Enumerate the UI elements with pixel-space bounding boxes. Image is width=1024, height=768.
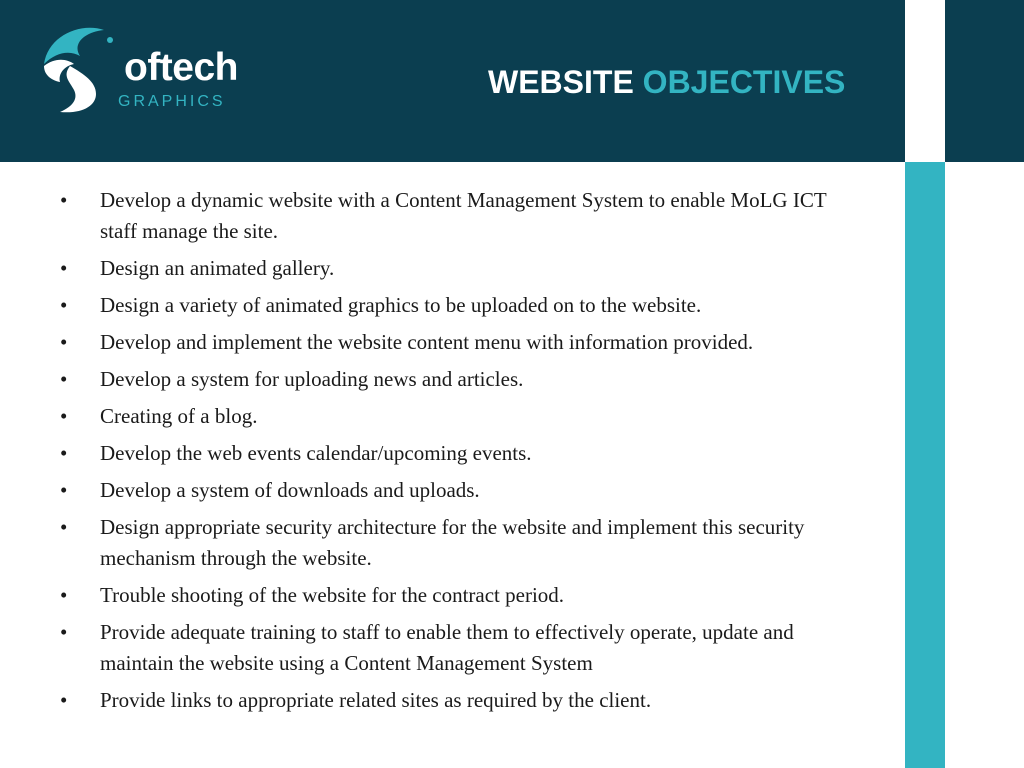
bullet: • bbox=[60, 188, 68, 212]
bullet: • bbox=[60, 404, 68, 428]
list-item bbox=[60, 185, 860, 247]
list-item-text: Trouble shooting of the website for the contract period. bbox=[100, 583, 565, 607]
bullet: • bbox=[60, 688, 68, 712]
swirl-s-icon bbox=[40, 26, 130, 118]
list-item-text: Design appropriate security architecture for the website and implement this security mechanism through the website. bbox=[100, 515, 805, 570]
list-item bbox=[60, 512, 860, 574]
bullet: • bbox=[60, 441, 68, 465]
company-logo bbox=[40, 26, 240, 118]
header-divider-bar bbox=[905, 0, 945, 162]
list-item bbox=[60, 617, 860, 679]
bullet: • bbox=[60, 515, 68, 539]
bullet: • bbox=[60, 293, 68, 317]
logo-wordmark: oftech bbox=[124, 46, 238, 89]
list-item bbox=[60, 327, 860, 358]
objectives-list bbox=[60, 185, 860, 722]
list-item bbox=[60, 253, 860, 284]
list-item bbox=[60, 475, 860, 506]
list-item-text: Develop a system for uploading news and articles. bbox=[100, 367, 524, 391]
list-item-text: Creating of a blog. bbox=[100, 404, 258, 428]
list-item-text: Design an animated gallery. bbox=[100, 256, 335, 280]
list-item-text: Provide adequate training to staff to enable them to effectively operate, update and maintain the website using a Content Management System bbox=[100, 620, 794, 675]
logo-subtitle: GRAPHICS bbox=[118, 93, 226, 110]
bullet: • bbox=[60, 367, 68, 391]
list-item-text: Develop and implement the website content menu with information provided. bbox=[100, 330, 754, 354]
bullet: • bbox=[60, 256, 68, 280]
list-item bbox=[60, 685, 860, 716]
list-item-text: Develop a system of downloads and uploads. bbox=[100, 478, 480, 502]
bullet: • bbox=[60, 478, 68, 502]
list-item-text: Provide links to appropriate related sites as required by the client. bbox=[100, 688, 652, 712]
list-item-text: Develop a dynamic website with a Content Management System to enable MoLG ICT staff manage the site. bbox=[100, 188, 827, 243]
list-item bbox=[60, 290, 860, 321]
title-word-1: WEBSITE bbox=[488, 64, 634, 100]
list-item bbox=[60, 401, 860, 432]
list-item bbox=[60, 438, 860, 469]
title-word-2: OBJECTIVES bbox=[642, 64, 846, 100]
list-item bbox=[60, 364, 860, 395]
slide-title bbox=[488, 64, 845, 100]
list-item-text: Design a variety of animated graphics to be uploaded on to the website. bbox=[100, 293, 702, 317]
list-item-text: Develop the web events calendar/upcoming events. bbox=[100, 441, 532, 465]
list-item bbox=[60, 580, 860, 611]
bullet: • bbox=[60, 583, 68, 607]
bullet: • bbox=[60, 620, 68, 644]
bullet: • bbox=[60, 330, 68, 354]
accent-side-bar bbox=[905, 162, 945, 768]
